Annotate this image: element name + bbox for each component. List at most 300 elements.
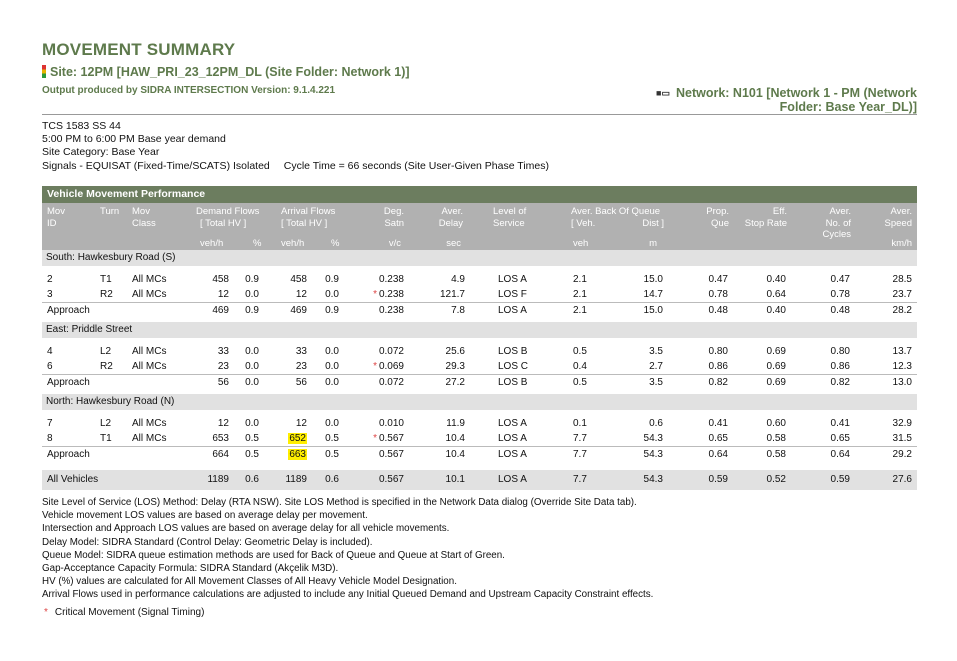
cell — [498, 416, 527, 431]
cell-prop: 0.65 — [708, 433, 728, 444]
hdr-back-of-queue: Aver. Back Of Queue — [571, 206, 661, 217]
cell-prop: 0.64 — [708, 449, 728, 460]
cell-d-total: 33 — [217, 346, 229, 357]
cell-id: 4 — [47, 346, 53, 357]
site-line — [42, 65, 410, 79]
signals-text: Signals - EQUISAT (Fixed-Time/SCATS) Isolated — [42, 159, 270, 172]
cell-d-hv: 0.9 — [245, 274, 259, 285]
cell — [47, 416, 53, 431]
tcs-line: TCS 1583 SS 44 — [42, 120, 121, 132]
cell — [573, 416, 587, 431]
cell-cyc: 0.82 — [830, 377, 850, 388]
cell — [379, 375, 404, 390]
cell — [245, 287, 259, 302]
table-title-band: Vehicle Movement Performance — [42, 186, 917, 203]
hdr-mov: Mov — [47, 206, 65, 217]
cell — [767, 431, 786, 446]
cell-turn: T1 — [100, 274, 112, 285]
unit-delay: sec — [446, 238, 461, 249]
hdr-eff-1: Eff. — [772, 206, 787, 217]
cell — [831, 272, 850, 287]
cell — [573, 375, 587, 390]
cell-q-dist: 54.3 — [643, 449, 663, 460]
cell — [325, 431, 339, 446]
hdr-queue-dist: Dist ] — [642, 217, 664, 229]
cell — [573, 344, 587, 359]
cell — [325, 287, 339, 302]
hdr-los-1: Level of — [493, 206, 527, 217]
unit-a-hv: % — [331, 238, 340, 249]
cell-speed: 27.6 — [892, 474, 912, 485]
cell-cls: All MCs — [132, 418, 167, 429]
note-line: Intersection and Approach LOS values are based on average delay for all vehicle movements. — [42, 523, 450, 535]
cell-a-hv: 0.0 — [325, 361, 339, 372]
cell-speed: 28.5 — [892, 274, 912, 285]
cell — [373, 287, 404, 302]
cell — [218, 416, 229, 431]
cell — [288, 431, 307, 446]
cell-los: LOS A — [498, 305, 527, 316]
cell — [245, 431, 259, 446]
cell — [893, 303, 912, 318]
cell — [451, 272, 465, 287]
cell-cyc: 0.48 — [830, 305, 850, 316]
cell-speed: 32.9 — [892, 418, 912, 429]
cell-q-dist: 3.5 — [649, 377, 663, 388]
cell-turn: T1 — [100, 433, 112, 444]
cell-a-total: 33 — [295, 346, 307, 357]
cell-q-veh: 2.1 — [573, 274, 587, 285]
cell — [767, 287, 786, 302]
unit-d-total: veh/h — [200, 238, 224, 249]
cell — [498, 344, 527, 359]
cell-a-hv: 0.0 — [325, 289, 339, 300]
cell-d-hv: 0.0 — [245, 418, 259, 429]
hdr-arrival-flows: Arrival Flows — [281, 206, 336, 217]
cell — [245, 303, 259, 318]
cell-eff: 0.52 — [766, 474, 786, 485]
note-line: Gap-Acceptance Capacity Formula: SIDRA Standard (Akçelik M3D). — [42, 563, 339, 575]
cell-a-total: 663 — [289, 449, 306, 460]
site-name: Site: 12PM [HAW_PRI_23_12PM_DL (Site Folder: Network 1)] — [50, 65, 410, 79]
cell — [212, 272, 229, 287]
category-line: Site Category: Base Year — [42, 146, 160, 159]
cell — [379, 344, 404, 359]
cell-d-hv: 0.5 — [245, 433, 259, 444]
cell-q-veh: 7.7 — [573, 474, 587, 485]
legend — [42, 607, 204, 618]
hdr-prop-1: Prop. — [706, 206, 729, 217]
cell-delay: 27.2 — [445, 377, 465, 388]
cell-d-total: 653 — [212, 433, 229, 444]
cell-los: LOS A — [498, 274, 527, 285]
cell-satn: 0.567 — [378, 474, 404, 485]
cell — [767, 272, 786, 287]
cell-q-veh: 0.4 — [573, 361, 587, 372]
cell — [573, 431, 587, 446]
approach-row — [42, 302, 917, 318]
cell-a-hv: 0.5 — [325, 433, 339, 444]
cell-d-total: 1189 — [207, 474, 229, 485]
cell — [132, 344, 166, 359]
cell — [132, 431, 166, 446]
page-title: MOVEMENT SUMMARY — [42, 40, 236, 59]
cell — [644, 470, 663, 490]
hdr-mov-class-2: Class — [132, 217, 156, 229]
cell-delay: 29.3 — [445, 361, 465, 372]
cell-q-veh: 2.1 — [573, 305, 587, 316]
cell — [831, 303, 850, 318]
cell — [573, 470, 587, 490]
cell-cyc: 0.64 — [830, 449, 850, 460]
hdr-cycles-3: Cycles — [822, 229, 851, 240]
cell — [379, 470, 404, 490]
cell — [573, 287, 587, 302]
hdr-id: ID — [47, 217, 57, 229]
cell-turn: L2 — [100, 346, 112, 357]
row-label: Approach — [47, 305, 90, 316]
cell — [446, 344, 465, 359]
cell — [831, 359, 850, 374]
unit-satn: v/c — [388, 238, 401, 249]
cell — [446, 470, 465, 490]
cell-los: LOS A — [498, 433, 527, 444]
cell-speed: 13.7 — [892, 346, 912, 357]
cell — [893, 287, 912, 302]
cell — [893, 431, 912, 446]
unit-queue-veh: veh — [573, 238, 589, 249]
hdr-aver-delay-1: Aver. — [441, 206, 463, 217]
cell — [831, 431, 850, 446]
unit-speed: km/h — [891, 238, 912, 249]
network-icon: ■▭ — [656, 88, 670, 98]
cell — [767, 470, 786, 490]
hdr-demand-flows: Demand Flows — [196, 206, 260, 217]
cell — [446, 447, 465, 462]
cell-cls: All MCs — [132, 346, 167, 357]
cell-prop: 0.82 — [708, 377, 728, 388]
hdr-queue-veh: [ Veh. — [571, 217, 596, 229]
legend-text: Critical Movement (Signal Timing) — [54, 607, 205, 618]
cell-a-total: 23 — [295, 361, 307, 372]
cell-a-hv: 0.5 — [325, 449, 339, 460]
cell — [573, 272, 587, 287]
cell — [290, 303, 307, 318]
cell — [893, 272, 912, 287]
cell — [893, 359, 912, 374]
cell-delay: 10.1 — [445, 474, 465, 485]
cell — [218, 375, 229, 390]
cell — [325, 375, 339, 390]
cell-cyc: 0.80 — [830, 346, 850, 357]
cell-turn: L2 — [100, 418, 112, 429]
hdr-arrival-sub: [ Total HV ] — [281, 217, 328, 229]
cell — [440, 287, 465, 302]
cell-satn: 0.072 — [378, 377, 404, 388]
cell — [831, 470, 850, 490]
cell — [207, 470, 229, 490]
cell-q-dist: 2.7 — [649, 361, 663, 372]
note-line: Site Level of Service (LOS) Method: Delay (RTA NSW). Site LOS Method is specified in the Network Data dialog (Override Site Data tab). — [42, 497, 637, 508]
cell-speed: 31.5 — [892, 433, 912, 444]
network-line-2: Folder: Base Year_DL)] — [779, 100, 917, 114]
cell-delay: 10.4 — [445, 449, 465, 460]
cell-d-total: 458 — [212, 274, 229, 285]
hdr-eff-2: Stop Rate — [744, 217, 787, 229]
hdr-prop-2: Que — [711, 217, 729, 229]
cell — [498, 431, 527, 446]
cell-delay: 10.4 — [445, 433, 465, 444]
hdr-aver-delay-2: Delay — [438, 217, 463, 229]
cell — [325, 344, 339, 359]
cell-q-dist: 0.6 — [649, 418, 663, 429]
cell — [379, 416, 404, 431]
cell-d-hv: 0.0 — [245, 361, 259, 372]
cell — [831, 447, 850, 462]
cell-los: LOS A — [498, 449, 527, 460]
cell-los: LOS C — [498, 361, 529, 372]
note-line: Arrival Flows used in performance calculations are adjusted to include any Initial Queued Demand and Upstream Capacity Constraint effects. — [42, 589, 654, 601]
cell — [373, 431, 404, 446]
cell — [893, 416, 912, 431]
approach-row — [42, 446, 917, 462]
note-line: Vehicle movement LOS values are based on average delay per movement. — [42, 510, 368, 522]
cell-q-dist: 54.3 — [643, 474, 663, 485]
cell-id: 7 — [47, 418, 53, 429]
cell-delay: 11.9 — [446, 418, 465, 429]
cell — [100, 272, 112, 287]
cell — [767, 416, 786, 431]
cell — [100, 431, 112, 446]
critical-movement-symbol: * — [44, 607, 48, 618]
cell-prop: 0.80 — [708, 346, 728, 357]
cell — [218, 287, 229, 302]
cell — [296, 375, 307, 390]
cell-los: LOS F — [498, 289, 527, 300]
period-line: 5:00 PM to 6:00 PM Base year demand — [42, 133, 226, 146]
cell-d-hv: 0.0 — [245, 289, 259, 300]
network-line-1: Network: N101 [Network 1 - PM (Network — [675, 86, 917, 100]
cell-cls: All MCs — [132, 361, 167, 372]
cell — [47, 272, 53, 287]
cell — [498, 272, 527, 287]
cell — [649, 359, 663, 374]
hdr-speed-2: Speed — [884, 217, 912, 229]
cell-delay: 7.8 — [451, 305, 465, 316]
cell-cyc: 0.41 — [830, 418, 850, 429]
cell — [767, 303, 786, 318]
hdr-los-2: Service — [493, 217, 525, 229]
cell — [218, 359, 229, 374]
traffic-signal-icon — [42, 65, 46, 78]
cell-q-dist: 15.0 — [643, 305, 663, 316]
cell — [498, 287, 527, 302]
cell — [709, 470, 728, 490]
cell-q-dist: 15.0 — [643, 274, 663, 285]
cell — [245, 272, 259, 287]
hdr-satn: Satn — [384, 217, 404, 229]
cell-id: 6 — [47, 361, 53, 372]
cell — [644, 447, 663, 462]
cell-q-veh: 0.5 — [573, 377, 587, 388]
cell — [245, 359, 259, 374]
cell-delay: 121.7 — [439, 289, 465, 300]
divider — [42, 114, 917, 115]
cell-a-total: 652 — [289, 433, 306, 444]
hdr-demand-sub: [ Total HV ] — [200, 217, 247, 229]
cell — [325, 303, 339, 318]
cell — [100, 344, 111, 359]
cell-satn: 0.069 — [378, 361, 404, 372]
cell-a-total: 12 — [295, 418, 307, 429]
cell-prop: 0.86 — [708, 361, 728, 372]
cell-a-hv: 0.6 — [325, 474, 339, 485]
cell-satn: 0.072 — [378, 346, 404, 357]
cell — [893, 447, 912, 462]
cell — [296, 344, 307, 359]
cell — [709, 431, 728, 446]
cell — [373, 359, 404, 374]
unit-queue-dist: m — [649, 238, 657, 249]
cell-q-veh: 7.7 — [573, 433, 587, 444]
hdr-cycles-2: No. of — [825, 217, 851, 229]
cell-los: LOS A — [498, 418, 527, 429]
cell — [379, 272, 404, 287]
cell-satn: 0.238 — [378, 305, 404, 316]
cell — [132, 272, 166, 287]
cell — [296, 359, 307, 374]
produced-by: Output produced by SIDRA INTERSECTION Version: 9.1.4.221 — [42, 85, 336, 96]
cell — [245, 416, 259, 431]
cell — [446, 431, 465, 446]
all-vehicles-row — [42, 470, 917, 490]
cell — [325, 359, 339, 374]
cell — [709, 272, 728, 287]
cell-cls: All MCs — [132, 289, 167, 300]
cell — [296, 287, 307, 302]
cycle-time-text: Cycle Time = 66 seconds (Site User-Given Phase Times) — [283, 159, 549, 172]
cell — [767, 359, 786, 374]
cell — [498, 375, 527, 390]
cell-prop: 0.48 — [708, 305, 728, 316]
table-header — [42, 203, 917, 250]
cell-cls: All MCs — [132, 433, 167, 444]
cell — [498, 359, 528, 374]
cell-eff: 0.69 — [766, 377, 786, 388]
cell — [285, 470, 307, 490]
cell — [325, 416, 339, 431]
cell-los: LOS A — [498, 474, 527, 485]
cell-prop: 0.78 — [708, 289, 728, 300]
cell — [212, 303, 229, 318]
row-label: All Vehicles — [47, 474, 99, 485]
cell — [245, 344, 259, 359]
cell-satn: 0.567 — [378, 449, 404, 460]
hdr-speed-1: Aver. — [890, 206, 912, 217]
cell-eff: 0.40 — [766, 305, 786, 316]
cell-cyc: 0.47 — [830, 274, 850, 285]
cell — [573, 447, 587, 462]
cell-d-total: 664 — [212, 449, 229, 460]
cell — [245, 447, 259, 462]
cell-a-total: 56 — [295, 377, 307, 388]
cell-speed: 23.7 — [892, 289, 912, 300]
cell-cyc: 0.86 — [830, 361, 850, 372]
cell-los: LOS B — [498, 377, 528, 388]
cell — [644, 303, 663, 318]
cell-cyc: 0.65 — [830, 433, 850, 444]
section-header: North: Hawkesbury Road (N) — [42, 394, 917, 410]
cell — [379, 303, 404, 318]
critical-movement-icon: * — [373, 361, 377, 372]
notes — [42, 496, 653, 602]
table-row — [42, 359, 917, 374]
cell — [498, 303, 527, 318]
cell — [893, 344, 912, 359]
cell-q-veh: 0.1 — [573, 418, 587, 429]
cell — [573, 359, 587, 374]
cell — [446, 359, 465, 374]
cell — [212, 431, 229, 446]
cell — [288, 447, 307, 462]
cell-delay: 25.6 — [445, 346, 465, 357]
cell-los: LOS B — [498, 346, 528, 357]
movement-table — [42, 186, 917, 490]
cell — [446, 416, 465, 431]
cell-q-dist: 14.7 — [643, 289, 663, 300]
cell — [446, 375, 465, 390]
cell — [709, 303, 728, 318]
cell-a-total: 12 — [295, 289, 307, 300]
cell-eff: 0.60 — [766, 418, 786, 429]
cell — [47, 287, 53, 302]
network-info — [617, 86, 917, 114]
row-label: Approach — [47, 377, 90, 388]
cell — [245, 470, 259, 490]
cell-eff: 0.69 — [766, 346, 786, 357]
approach-row — [42, 374, 917, 390]
cell-satn: 0.238 — [378, 274, 404, 285]
cell-eff: 0.64 — [766, 289, 786, 300]
table-row — [42, 287, 917, 302]
cell — [649, 344, 663, 359]
section-header: East: Priddle Street — [42, 322, 917, 338]
cell-a-total: 1189 — [285, 474, 307, 485]
cell — [47, 344, 53, 359]
cell-a-hv: 0.9 — [325, 274, 339, 285]
hdr-turn: Turn — [100, 206, 120, 217]
signals-line — [42, 160, 549, 173]
cell — [498, 447, 527, 462]
section-header: South: Hawkesbury Road (S) — [42, 250, 917, 266]
cell — [709, 416, 728, 431]
site-info — [42, 120, 549, 173]
cell-a-hv: 0.9 — [325, 305, 339, 316]
cell — [100, 287, 113, 302]
unit-a-total: veh/h — [281, 238, 305, 249]
table-body — [42, 250, 917, 490]
cell — [47, 359, 53, 374]
cell-speed: 13.0 — [892, 377, 912, 388]
cell-turn: R2 — [100, 289, 113, 300]
cell — [325, 470, 339, 490]
cell-cls: All MCs — [132, 274, 167, 285]
cell — [831, 287, 850, 302]
cell — [649, 416, 663, 431]
cell — [218, 344, 229, 359]
cell-d-total: 23 — [217, 361, 229, 372]
cell — [573, 303, 587, 318]
